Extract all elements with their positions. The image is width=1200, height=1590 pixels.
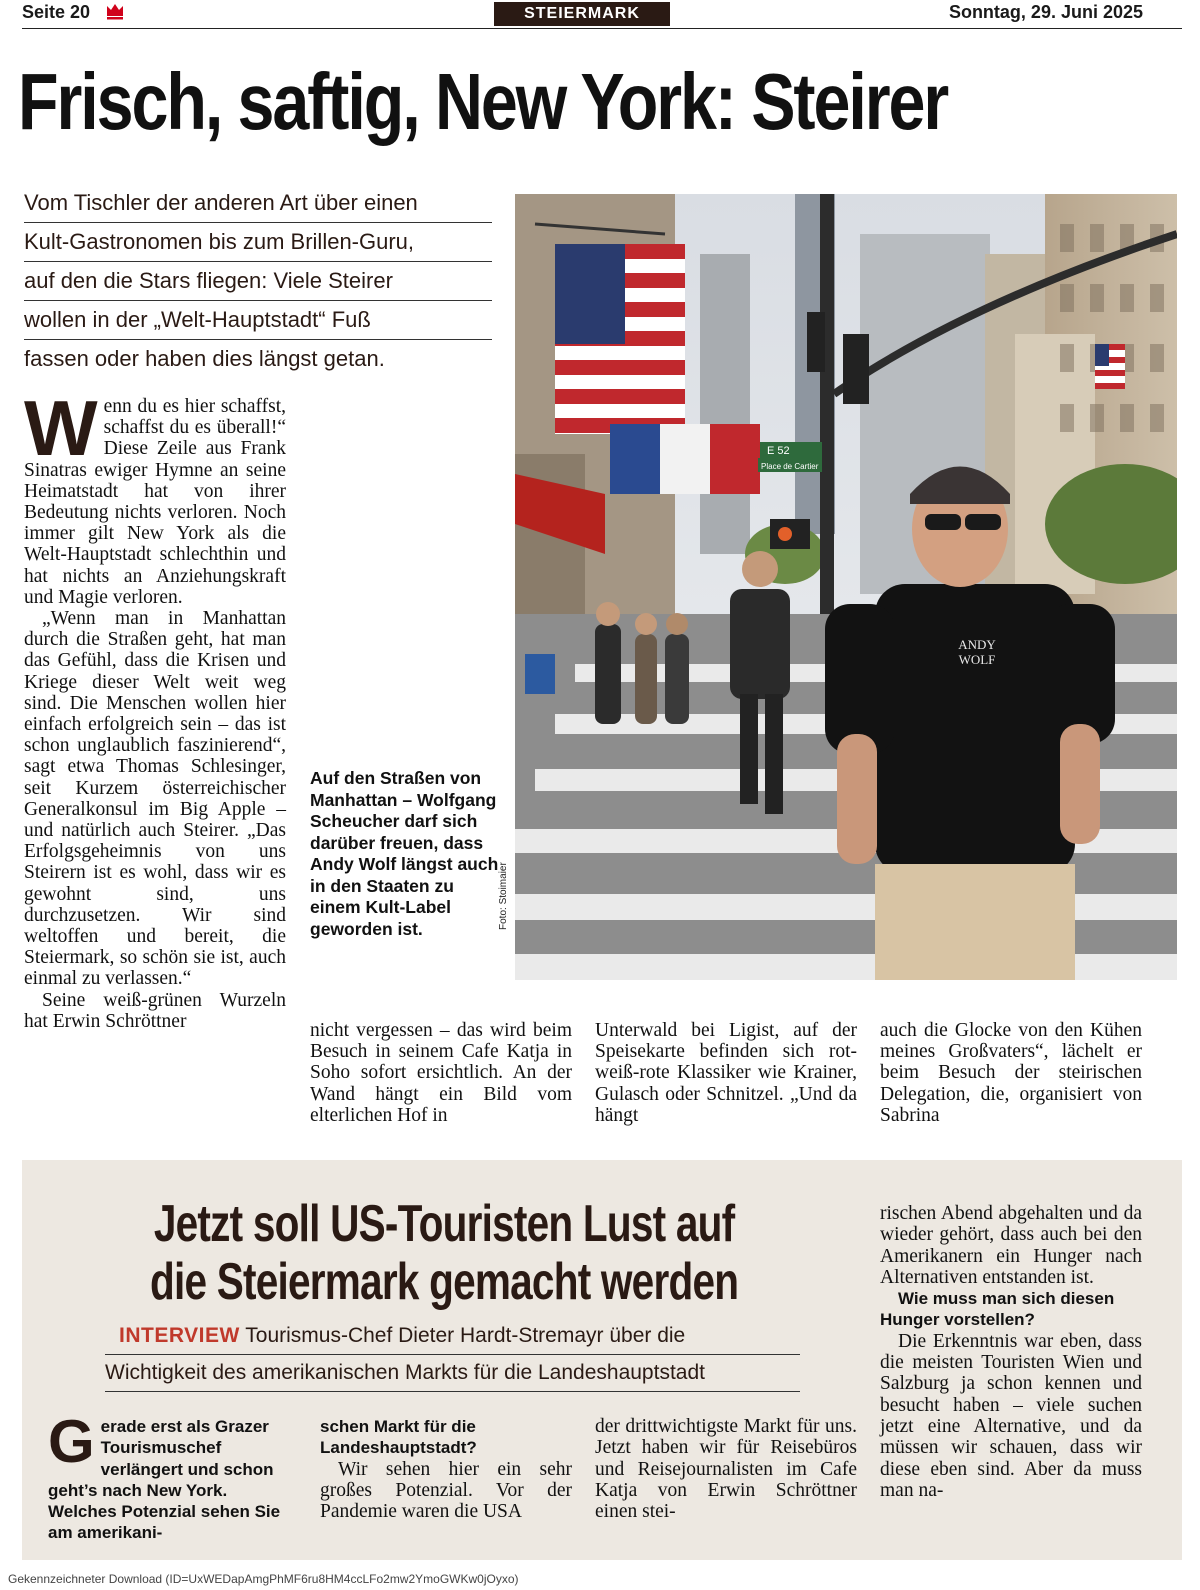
headline-line: Jetzt soll US-Touristen Lust auf [154, 1195, 735, 1253]
street-sign-text: Place de Cartier [761, 462, 819, 471]
answer: rischen Abend abgehalten und da wieder gehört, dass auch bei den Amerikanern ein Hunger nach Alternativen entstanden ist. [880, 1203, 1142, 1288]
interview-column-3: der drittwichtigste Markt für uns. Jetzt haben wir für Reisebüros und Reisejournalisten im Cafe Katja von Erwin Schröttner einen stei- [595, 1416, 857, 1523]
question: Wie muss man sich diesen Hunger vorstellen? [880, 1289, 1115, 1330]
photo-credit: Foto: Stoimaier [498, 862, 509, 930]
download-footer: Gekennzeichneter Download (ID=UxWEDapAmgPhMF6ru8HM4ccLFo2mw2YmoGWKw0jOyxo) [8, 1572, 519, 1586]
subhead-text: Tourismus-Chef Dieter Hardt-Stremayr über die [245, 1324, 686, 1347]
paragraph: enn du es hier schaffst, schaffst du es überall!“ Diese Zeile aus Frank Sinatras ewiger Hymne an seine Heimatstadt hat von ihrer Bedeutung nichts verloren. Noch immer gilt New York als die Welt-Hauptstadt schlechthin und hat nichts an Anziehungskraft und Magie verloren. [24, 396, 286, 608]
drop-cap: W [24, 384, 98, 472]
article-photo [515, 194, 1177, 980]
article-headline: Frisch, saftig, New York: Steirer [18, 57, 948, 146]
photo-caption: Auf den Straßen von Manhattan – Wolfgang Scheucher darf sich darüber freuen, dass Andy Wolf längst auch in den Staaten zu einem Kult-Label geworden ist. [310, 768, 499, 939]
issue-date: Sonntag, 29. Juni 2025 [948, 2, 1143, 22]
us-flag [555, 244, 685, 434]
street-sign-text: E 52 [767, 445, 790, 457]
deck-line: Kult-Gastronomen bis zum Brillen-Guru, [24, 223, 492, 262]
article-column-1 [24, 384, 286, 1032]
deck-line: auf den die Stars fliegen: Viele Steirer [24, 262, 492, 301]
article-column-3: Unterwald bei Ligist, auf der Speisekarte befinden sich rot-weiß-rote Klassiker wie Krainer, Gulasch oder Schnitzel. „Und da hängt [595, 1020, 857, 1126]
shirt-logo-text: WOLF [958, 652, 996, 667]
subhead-text: Wichtigkeit des amerikanischen Markts für die Landeshauptstadt [105, 1355, 800, 1392]
crown-icon [105, 1, 125, 21]
section-label: STEIERMARK [494, 2, 670, 26]
deck-line: fassen oder haben dies längst getan. [24, 346, 385, 371]
interview-column-1 [48, 1408, 298, 1544]
paragraph: „Wenn man in Manhattan durch die Straßen geht, hat man das Gefühl, dass die Krisen und Kriege dieser Welt weit weg sind. Die Menschen wollen hier einfach erfolgreich sein – das ist schon unglaublich faszinierend“, sagt etwa Thomas Schlesinger, seit Kurzem österreichischer Generalkonsul im Big Apple – und natürlich auch Steirer. „Das Erfolgsgeheimnis von uns Steirern ist es wohl, dass wir es gewohnt sind, uns durchzusetzen. Wir sind weltoffen und bereit, die Steiermark, so schön sie ist, auch einmal zu verlassen.“ [24, 608, 286, 990]
deck-line: Vom Tischler der anderen Art über einen [24, 184, 492, 223]
answer: Wir sehen hier ein sehr großes Potenzial. Vor der Pandemie waren die USA [320, 1458, 572, 1523]
shirt-logo-text: ANDY [958, 637, 996, 652]
headline-line: die Steiermark gemacht werden [150, 1253, 739, 1311]
page-number: Seite 20 [22, 2, 91, 22]
article-deck [24, 184, 492, 378]
interview-kicker: INTERVIEW [119, 1324, 240, 1347]
article-column-2: nicht vergessen – das wird beim Besuch in seinem Cafe Katja in Soho sofort ersichtlich. An der Wand hängt ein Bild vom elterlichen Hof in [310, 1020, 572, 1126]
new-york-street-photo [515, 194, 1177, 980]
interview-column-4 [880, 1203, 1142, 1501]
question: schen Markt für die Landeshauptstadt? [320, 1417, 477, 1458]
drop-cap: G [48, 1408, 95, 1475]
article-column-4: auch die Glocke von den Kühen meines Großvaters“, lächelt er beim Besuch der steirischen Delegation, die, organisiert von Sabrina [880, 1020, 1142, 1126]
answer: Die Erkenntnis war eben, dass die meisten Touristen Wien und Salzburg ja schon kennen und besucht haben – viele suchen jetzt eine Alternative, und da müssen wir schauen, dass wir diese eben sind. Aber da muss man na- [880, 1330, 1142, 1501]
paragraph: Seine weiß-grünen Wurzeln hat Erwin Schröttner [24, 989, 286, 1032]
interview-column-2 [320, 1416, 572, 1522]
deck-line: wollen in der „Welt-Hauptstadt“ Fuß [24, 301, 492, 340]
interview-subhead [105, 1318, 800, 1392]
interview-headline [22, 1195, 867, 1311]
question: erade erst als Grazer Tourismuschef verlängert und schon geht’s nach New York. Welches Potenzial sehen Sie am amerikani- [48, 1417, 281, 1543]
